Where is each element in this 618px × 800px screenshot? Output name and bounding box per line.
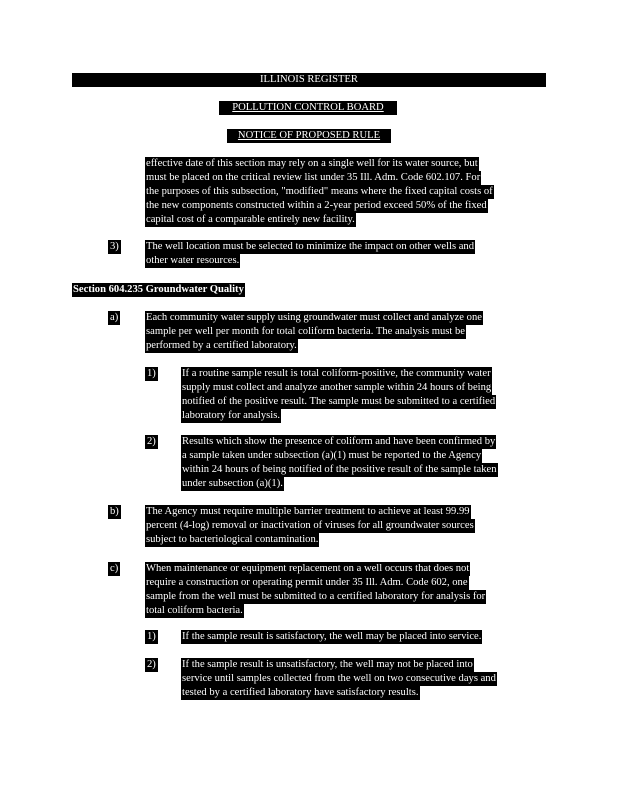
subsection-b-label: b) [108,505,121,519]
text-line: supply must collect and analyze another sample within 24 hours of being [181,381,492,395]
subsection-a2-paragraph [181,435,498,491]
text-line: percent (4-log) removal or inactivation of viruses for all groundwater sources [145,519,475,533]
text-line: other water resources. [145,254,240,268]
text-line: laboratory for analysis. [181,409,281,423]
subsection-a-paragraph [145,311,483,353]
text-line: If a routine sample result is total coliform-positive, the community water [181,367,492,381]
text-line: require a construction or operating permit under 35 Ill. Adm. Code 602, one [145,576,469,590]
subsection-c2-label: 2) [145,658,158,672]
subsection-c1-label: 1) [145,630,158,644]
subsection-c2-paragraph [181,658,497,700]
subsection-b-paragraph [145,505,475,547]
board-title: POLLUTION CONTROL BOARD [219,101,397,115]
subsection-a2-label: 2) [145,435,158,449]
subsection-c1-paragraph [181,630,482,644]
text-line: The well location must be selected to minimize the impact on other wells and [145,240,475,254]
text-line: Each community water supply using groundwater must collect and analyze one [145,311,483,325]
section-heading: Section 604.235 Groundwater Quality [72,283,245,297]
text-line: If the sample result is satisfactory, the well may be placed into service. [181,630,482,644]
subsection-a1-label: 1) [145,367,158,381]
text-line: a sample taken under subsection (a)(1) must be reported to the Agency [181,449,482,463]
text-line: sample from the well must be submitted to a certified laboratory for analysis for [145,590,486,604]
text-line: When maintenance or equipment replacement on a well occurs that does not [145,562,470,576]
text-line: effective date of this section may rely on a single well for its water source, but [145,157,479,171]
item-3-label: 3) [108,240,121,254]
subsection-a-label: a) [108,311,120,325]
intro-paragraph [145,157,494,227]
register-title: ILLINOIS REGISTER [72,73,546,87]
text-line: notified of the positive result. The sample must be submitted to a certified [181,395,496,409]
text-line: must be placed on the critical review list under 35 Ill. Adm. Code 602.107. For [145,171,481,185]
text-line: the purposes of this subsection, "modified" means where the fixed capital costs of [145,185,494,199]
item-3-paragraph [145,240,475,268]
text-line: The Agency must require multiple barrier treatment to achieve at least 99.99 [145,505,471,519]
text-line: subject to bacteriological contamination. [145,533,319,547]
subsection-c-paragraph [145,562,486,618]
text-line: Results which show the presence of coliform and have been confirmed by [181,435,496,449]
text-line: performed by a certified laboratory. [145,339,298,353]
text-line: service until samples collected from the well on two consecutive days and [181,672,497,686]
text-line: under subsection (a)(1). [181,477,284,491]
notice-title: NOTICE OF PROPOSED RULE [227,129,391,143]
text-line: within 24 hours of being notified of the positive result of the sample taken [181,463,498,477]
subsection-c-label: c) [108,562,120,576]
subsection-a1-paragraph [181,367,496,423]
text-line: If the sample result is unsatisfactory, the well may not be placed into [181,658,474,672]
text-line: total coliform bacteria. [145,604,244,618]
text-line: the new components constructed within a 2-year period exceed 50% of the fixed [145,199,488,213]
text-line: sample per well per month for total coliform bacteria. The analysis must be [145,325,466,339]
text-line: tested by a certified laboratory have satisfactory results. [181,686,420,700]
text-line: capital cost of a comparable entirely new facility. [145,213,356,227]
